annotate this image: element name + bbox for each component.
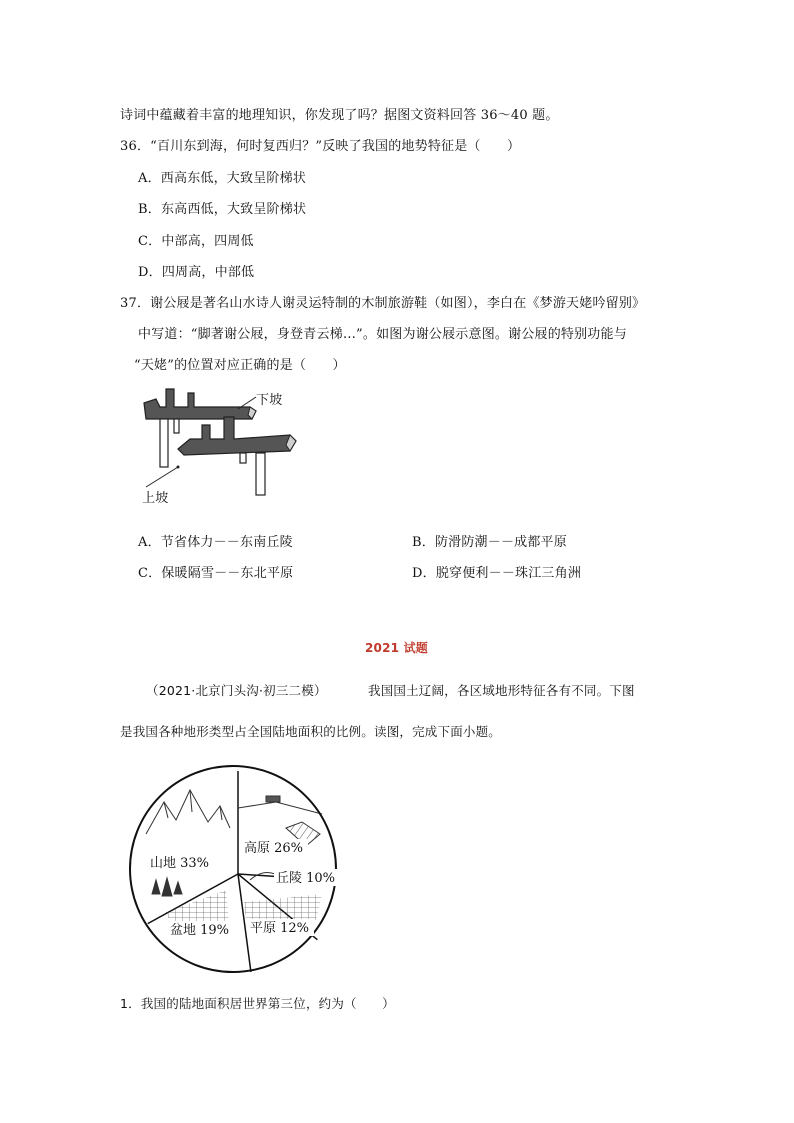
mountain-sketch: [146, 790, 230, 896]
downhill-clog: [144, 389, 256, 467]
q36-option-d: D．四周高，中部低: [138, 265, 255, 280]
pie-slice-label: 丘陵 10%: [276, 871, 336, 886]
q36-option-a: A．西高东低，大致呈阶梯状: [138, 171, 306, 186]
q37-option-a: A．节省体力－－东南丘陵: [138, 535, 293, 550]
q36-stem: 36．“百川东到海，何时复西归？”反映了我国的地势特征是（ ）: [120, 139, 521, 154]
q37-option-b: B．防滑防潮－－成都平原: [412, 535, 567, 550]
plain-sketch: [244, 894, 322, 922]
q1-stem: 1．我国的陆地面积居世界第三位，约为（ ）: [120, 996, 395, 1011]
label-uphill: 上坡: [142, 491, 169, 506]
intro-text: 诗词中蕴藏着丰富的地理知识，你发现了吗？据图文资料回答 36～40 题。: [120, 108, 559, 123]
terrain-pie-chart: [126, 762, 340, 976]
q37-option-c: C．保暖隔雪－－东北平原: [138, 566, 294, 581]
pie-slice-label: 山地 33%: [150, 856, 210, 871]
pie-slice-label: 平原 12%: [250, 921, 310, 936]
pie-slice-label: 高原 26%: [244, 841, 304, 856]
q37-stem-line3: “天姥”的位置对应正确的是（ ）: [134, 358, 346, 373]
q2021-line1-text: 我国国土辽阔，各区域地形特征各有不同。下图: [368, 683, 635, 698]
xiegong-clog-figure: [138, 385, 308, 505]
label-downhill: 下坡: [256, 393, 283, 408]
q37-stem-line2: 中写道：“脚著谢公屐，身登青云梯…”。如图为谢公屐示意图。谢公屐的特别功能与: [138, 327, 627, 342]
q36-option-b: B．东高西低，大致呈阶梯状: [138, 202, 307, 217]
q36-option-c: C．中部高，四周低: [138, 234, 254, 249]
q2021-line2: 是我国各种地形类型占全国陆地面积的比例。读图，完成下面小题。: [120, 724, 502, 739]
plateau-sketch: [238, 796, 322, 846]
q37-option-d: D．脱穿便利－－珠江三角洲: [412, 566, 582, 581]
q37-stem-line1: 37．谢公屐是著名山水诗人谢灵运特制的木制旅游鞋（如图），李白在《梦游天姥吟留别》: [120, 296, 646, 311]
section-title: 2021 试题: [365, 641, 428, 655]
pie-slice-label: 盆地 19%: [170, 923, 230, 938]
q2021-source: （2021·北京门头沟·初三二模）: [146, 683, 327, 698]
